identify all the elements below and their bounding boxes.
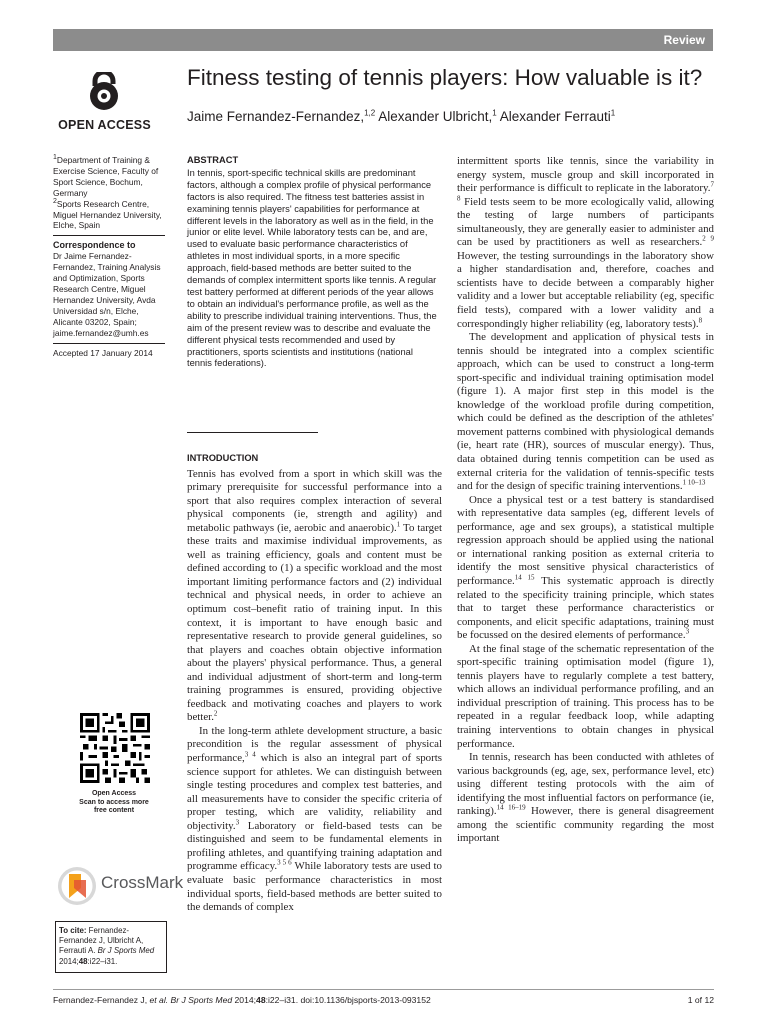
author-name: Alexander Ulbricht, [375, 109, 493, 124]
divider [53, 343, 165, 344]
author-list [187, 108, 727, 126]
citation-box: To cite: Fernandez-Fernandez J, Ulbricht A, Ferrauti A. Br J Sports Med 2014;48:i22–i31. [55, 921, 167, 973]
article-title: Fitness testing of tennis players: How valuable is it? [187, 65, 703, 90]
body-paragraph: In the long-term athlete development structure, a basic precondition is the regular assessment of physical performance,$^{3 4}$ which is also an integral part of sports science support for athletes. We can distinguish between single testing procedures and complex test batteries, and all measurements have to consider the specific criteria of proper testing, which are validity, reliability and objectivity.$^3$ Laboratory or field-based tests can be distinguished and seem to be fundamental elements in profiling athletes, and quantifying training adaptation and programme efficacy.$^{3 5 6}$ While laboratory tests are used to evaluate basic performance characteristics in most individual sports, field-based methods are better suited to the demands of complex [187, 724, 442, 914]
section-header-bar [53, 29, 713, 51]
author-affiliation-sup: 1 [610, 108, 616, 118]
body-paragraph: In tennis, research has been conducted with athletes of various backgrounds (eg, age, sex, performance level, etc) using different testing protocols with the aim of identifying the most influential factors on performance (ie, ranking).$^{14 16-19}$ However, there is general disagreement among the scientific community regarding the most important [457, 751, 715, 845]
introduction-heading: INTRODUCTION [187, 453, 259, 463]
open-access-lock-icon [84, 72, 124, 112]
abstract-text: In tennis, sport-specific technical skills are predominant factors, although a complex profile of physical performance factors is also required. The fitness test batteries assist in examining tennis players' capabilities for performance at different levels in the laboratory as well as in the field, in the junior or elite level. While laboratory tests can be, and are, used to evaluate basic performance characteristics of athletes in most individual sports, in a more specific approach, field-based methods are better suited to the demands of complex intermittent sports like tennis. A regular test battery performed at different periods of the year allows to obtain an individual's performance profile, as well as the ability to prescribe individual training interventions. Thus, the aim of the present review was to describe and evaluate the different physical tests recommended and used by practitioners, sports scientists and institutions (national tennis federations). [187, 167, 437, 369]
crossmark-icon[interactable] [57, 866, 97, 906]
affiliations-sidebar [53, 155, 165, 358]
body-paragraph: Tennis has evolved from a sport in which skill was the primary prerequisite for successful performance into a sport that also requires complex interaction of several physical components (ie, strength and agility) and metabolic pathways (ie, aerobic and anaerobic).$^1$ To target these traits and maximise individual improvements, as well as training efficiency, goals and content must be defined according to (1) a specific workload and the most important limiting performance factors and (2) individual technical and physical needs, in order to achieve an optimum cost–benefit ratio of training input. In this context, it is important to have enough basic and representative research to provide general guidelines, so that players and coaches obtain objective information about the players' physical performance. Thus, a general and individual adjustment of short-term and long-term training programmes is ensured, providing objective feedback and motivating coaches and players to work better.$^2$ [187, 467, 442, 724]
author-affiliation-sup: 1 [492, 108, 497, 118]
introduction-section [187, 452, 442, 915]
correspondence-address: Dr Jaime Fernandez-Fernandez, Training Analysis and Optimization, Sports Research Centre, Miguel Hernandez University, Avda Universidad s/n, Elche, Alicante 03202, Spain; [53, 251, 161, 327]
abstract-section [187, 155, 439, 370]
correspondence-email[interactable]: jaime.fernandez@umh.es [53, 327, 149, 338]
body-paragraph: The development and application of physical tests in tennis should be integrated into a complex scientific approach, which can be used to construct a long-term sport-specific and individual training optimisation model (figure 1). A major first step in this model is the knowledge of the workload profile during competition, which could be defined as the description of the athletes' movement patterns combined with physiological demands (ie, heart rate (HR), sources of muscular energy). Thus, data obtained during tennis competition can be used as external criteria for the validation of tennis-specific tests and for the design of specific training interventions.$^{1 10-13}$ [457, 331, 714, 493]
author-name: Jaime Fernandez-Fernandez, [187, 109, 365, 124]
body-paragraph: Once a physical test or a test battery is standardised with representative data samples (eg, different levels of performance, age and sex groups), a statistical multiple regression approach should be applied using the national or international ranking position as external criteria to identify the most sensitive physical characteristics of performance.$^{14 15}$ This systematic approach is directly related to the specificity training principle, which states that to target these performance characteristics or components, and elicit specific adaptations, training must be focussed on the desired elements of performance.$^3$ [457, 493, 715, 642]
qr-code-icon[interactable] [80, 713, 150, 783]
citation-label: To cite: [59, 926, 87, 935]
footer-divider [53, 989, 714, 990]
abstract-heading: ABSTRACT [187, 155, 239, 165]
open-access-label: OPEN ACCESS [58, 118, 151, 132]
crossmark-label[interactable]: CrossMark [101, 873, 184, 892]
divider [53, 235, 165, 236]
divider [187, 432, 318, 433]
correspondence-heading: Correspondence to [53, 240, 136, 251]
body-paragraph: At the final stage of the schematic representation of the sport-specific training optimisation model (figure 1), tennis players have to regularly complete a test battery, which allows an individual performance profiling, and an individual prescription of training. This process has to be repeated in a regular feedback loop, while adapting training interventions to obtain changes in physical performance. [457, 642, 714, 750]
qr-caption: Open Access Scan to access more free content [79, 790, 149, 815]
body-column-right [457, 155, 714, 846]
affiliation-1: $^1$Department of Training & Exercise Science, Faculty of Sport Science, Bochum, Germany [53, 154, 159, 198]
affiliation-2: $^2$Sports Research Centre, Miguel Hernandez University, Elche, Spain [53, 197, 162, 231]
page-number: 1 of 12 [687, 995, 714, 1005]
section-label: Review [663, 33, 705, 47]
accepted-date: Accepted 17 January 2014 [53, 347, 153, 358]
footer-citation: Fernandez-Fernandez J, et al. Br J Sports Med 2014;48:i22–i31. doi:10.1136/bjsports-2013-093152 [53, 995, 431, 1005]
author-affiliation-sup: 1,2 [364, 108, 376, 118]
author-name: Alexander Ferrauti [496, 109, 611, 124]
body-paragraph: intermittent sports like tennis, since the variability in energy system, muscle group and skill incorporated in their performance is difficult to replicate in the laboratory.$^{7 8}$ Field tests seem to be more ecologically valid, allowing the testing of large numbers of participants simultaneously, they are generally easier to administer and can be used by practitioners as well as researchers.$^{2 9}$ However, the testing surroundings in the laboratory show a higher standardisation and, therefore, coaches and scientists have to decide between a comparably higher validity and a lower but acceptable reliability (eg, specific field tests), compared with a lower validity and a correspondingly higher reliability (eg, laboratory tests).$^8$ [457, 155, 715, 330]
